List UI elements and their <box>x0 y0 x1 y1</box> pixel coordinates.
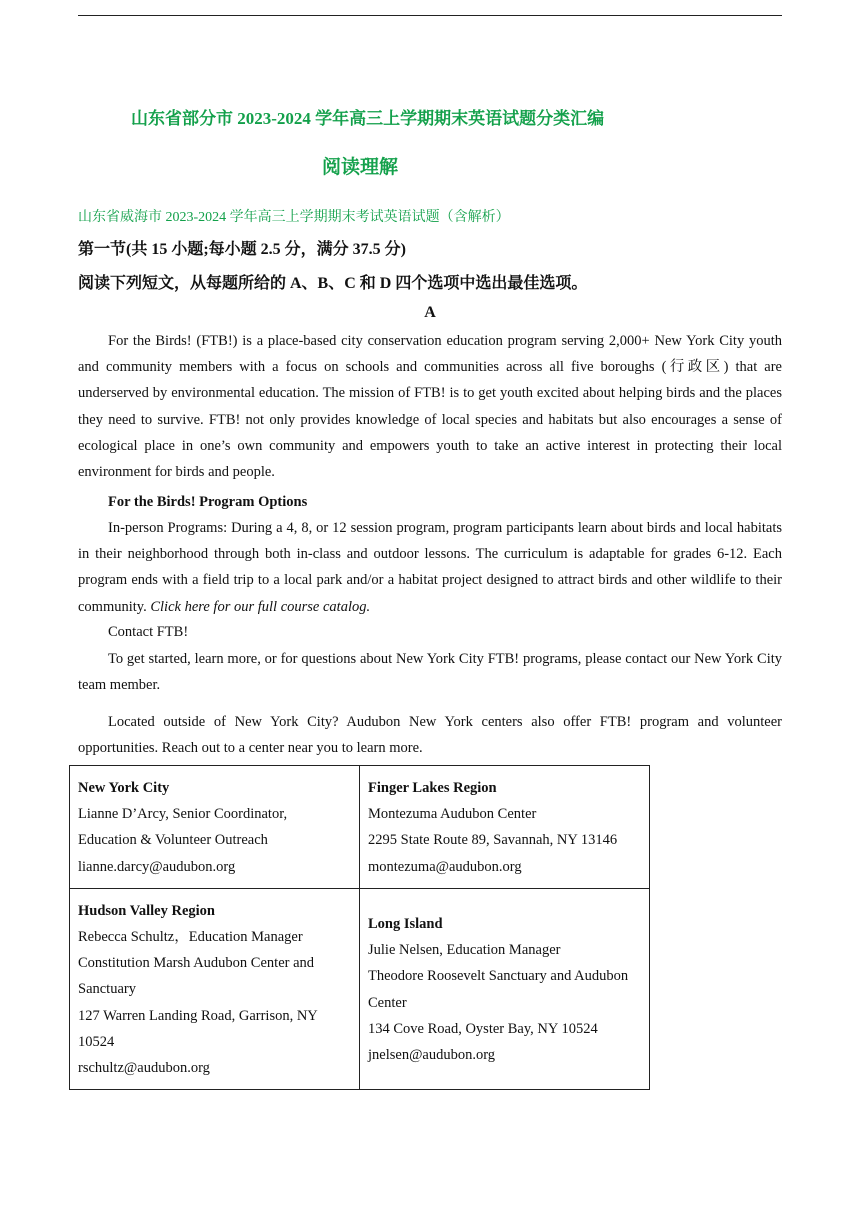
contact-email: lianne.darcy@audubon.org <box>78 858 236 875</box>
contact-line: Theodore Roosevelt Sanctuary and Audubon Center <box>368 968 629 1011</box>
contact-paragraph: To get started, learn more, or for questions about New York City FTB! programs, please contact our New York City team member. <box>78 651 782 694</box>
contact-line: Montezuma Audubon Center <box>368 806 537 823</box>
region-title: Hudson Valley Region <box>78 902 215 919</box>
region-title: Finger Lakes Region <box>368 780 497 796</box>
contact-cell-long-island <box>360 888 650 1089</box>
contact-cell-nyc <box>70 766 360 889</box>
exam-source: 山东省威海市 2023-2024 学年高三上学期期末考试英语试题（含解析） <box>78 210 510 225</box>
catalog-link[interactable]: Click here for our full course catalog. <box>150 598 371 615</box>
contact-line: Lianne D’Arcy, Senior Coordinator, <box>78 806 288 823</box>
program-options-heading: For the Birds! Program Options <box>108 494 308 510</box>
contact-line: Rebecca Schultz，Education Manager <box>78 929 303 946</box>
region-title: Long Island <box>368 915 443 932</box>
table-row <box>70 888 650 1089</box>
contact-line: Education & Volunteer Outreach <box>78 832 268 849</box>
contact-email: rschultz@audubon.org <box>78 1060 210 1077</box>
contact-line: 2295 State Route 89, Savannah, NY 13146 <box>368 832 618 849</box>
part-heading: 第一节(共 15 小题;每小题 2.5 分，满分 37.5 分) <box>78 241 406 258</box>
header-rule <box>78 15 782 16</box>
passage-letter: A <box>424 304 436 321</box>
contact-cell-hudson <box>70 888 360 1089</box>
contact-email: montezuma@audubon.org <box>368 858 522 875</box>
inperson-text: In-person Programs: During a 4, 8, or 12 session program, program participants learn about birds and local habitats in their neighborhood through both in-class and outdoor lessons. The curriculum is adaptable for grades 6-12. Each program ends with a field trip to a local park and/or a habitat project designed to attract birds and other wildlife to their community. <box>78 520 782 615</box>
contact-line: Constitution Marsh Audubon Center and Sanctuary <box>78 955 315 998</box>
inperson-paragraph <box>78 515 782 620</box>
region-title: New York City <box>78 780 170 796</box>
outside-nyc-paragraph: Located outside of New York City? Audubon New York centers also offer FTB! program and volunteer opportunities. Reach out to a center near you to learn more. <box>78 714 782 757</box>
contacts-table <box>69 765 650 1090</box>
contact-line: 134 Cove Road, Oyster Bay, NY 10524 <box>368 1020 598 1037</box>
document-title: 山东省部分市 2023-2024 学年高三上学期期末英语试题分类汇编 <box>131 109 605 128</box>
contact-cell-finger-lakes <box>360 766 650 889</box>
contact-heading: Contact FTB! <box>108 624 189 640</box>
table-row <box>70 766 650 889</box>
section-title: 阅读理解 <box>322 157 399 178</box>
instructions: 阅读下列短文，从每题所给的 A、B、C 和 D 四个选项中选出最佳选项。 <box>78 275 588 292</box>
passage-intro: For the Birds! (FTB!) is a place-based city conservation education program serving 2,000+ New York City youth and community members with a focus on schools and communities across all five boroughs (行政区) that are underserved by environmental education. The mission of FTB! is to get youth excited about helping birds and the places they need to survive. FTB! not only provides knowledge of local species and habitats but also encourages a sense of ecological place in one’s own community and empowers youth to take an active interest in protecting their local environment for birds and people. <box>78 333 782 481</box>
contact-line: Julie Nelsen, Education Manager <box>368 942 561 959</box>
contact-email: jnelsen@audubon.org <box>368 1046 496 1063</box>
contact-line: 127 Warren Landing Road, Garrison, NY 10524 <box>78 1007 318 1050</box>
